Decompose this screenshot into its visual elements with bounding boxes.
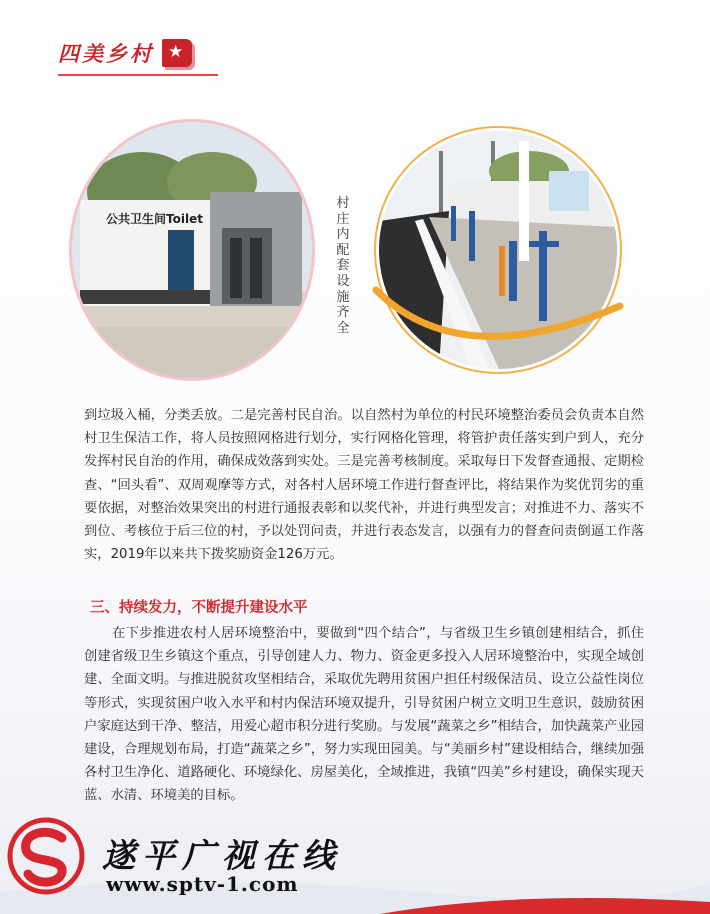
- toilet-photo: [72, 122, 312, 378]
- footer-url: www.sptv-1.com: [106, 872, 299, 896]
- sptv-logo-icon: [6, 816, 86, 896]
- orange-arc-decoration: [370, 284, 630, 364]
- body-paragraph-1: 到垃圾入桶，分类丢放。二是完善村民自治。以自然村为单位的村民环境整治委员会负责本自然村卫生保洁工作，将人员按照网格进行划分，实行网格化管理，将管护责任落实到户到人，充分发挥村民自治的作用，确保成效落到实处。三是完善考核制度。采取每日下发督查通报、定期检查、“回头看”、双周观摩等方式，对各村人居环境工作进行督查评比，将结果作为奖优罚劣的重要依据，对整治效果突出的村进行通报表彰和以奖代补，并进行典型发言；对推进不力、落实不到位、考核位于后三位的村，予以处罚问责，并进行表态发言，以强有力的督查问责倒逼工作落实，2019年以来共下拨奖励资金126万元。: [84, 408, 644, 563]
- photo-caption: 村庄内配套设施齐全: [336, 196, 350, 336]
- section-title: 四美乡村: [58, 41, 154, 66]
- section-heading: 三、持续发力，不断提升建设水平: [90, 600, 308, 616]
- book-star-icon: ★: [162, 39, 192, 67]
- header-divider: [58, 74, 218, 76]
- section-tag: [58, 38, 192, 68]
- footer-brand: 遂平广视在线: [102, 836, 342, 875]
- body-paragraph-2: 在下步推进农村人居环境整治中，要做到“四个结合”，与省级卫生乡镇创建相结合，抓住创建省级卫生乡镇这个重点，引导创建人力、物力、资金更多投入人居环境整治中，实现全域创建、全面文明。与推进脱贫攻坚相结合，采取优先聘用贫困户担任村级保洁员、设立公益性岗位等形式，实现贫困户收入水平和村内保洁环境双提升，引导贫困户树立文明卫生意识，鼓励贫困户家庭达到干净、整洁，用爱心超市积分进行奖励。与发展“蔬菜之乡”相结合，加快蔬菜产业园建设，合理规划布局，打造“蔬菜之乡”，努力实现田园美。与“美丽乡村”建设相结合，继续加强各村卫生净化、道路硬化、环境绿化、房屋美化，全域推进，我镇“四美”乡村建设，确保实现天蓝、水清、环境美的目标。: [84, 626, 644, 804]
- toilet-sign: 公共卫生间Toilet: [106, 212, 203, 226]
